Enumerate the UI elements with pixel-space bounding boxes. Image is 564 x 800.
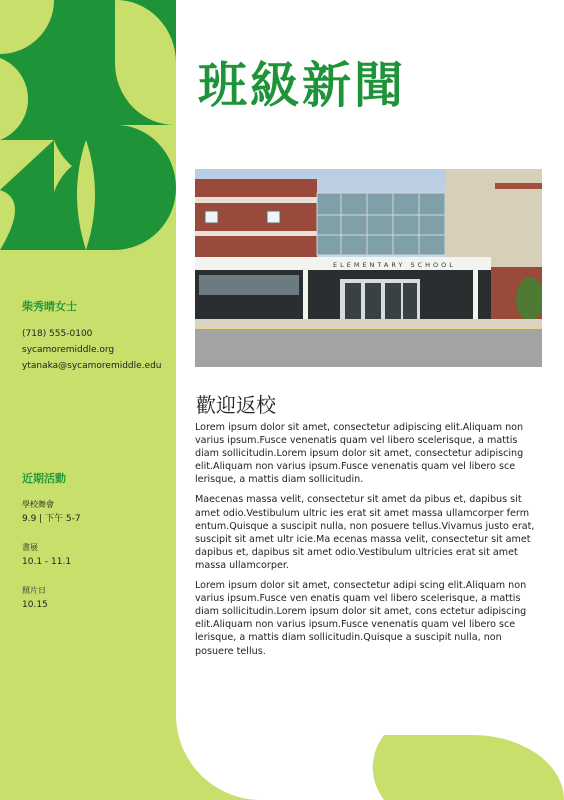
article-heading: 歡迎返校 xyxy=(196,393,276,417)
contact-info xyxy=(22,298,172,374)
event-item xyxy=(22,498,172,527)
sign-text: ELEMENTARY SCHOOL xyxy=(333,261,456,269)
upcoming-events xyxy=(22,470,172,627)
event-name: 照片日 xyxy=(22,586,46,595)
sidebar xyxy=(0,0,176,800)
page-title: 班級新聞 xyxy=(198,57,407,114)
event-date: 9.9 | 下午 5-7 xyxy=(22,514,81,524)
contact-website[interactable]: sycamoremiddle.org xyxy=(22,345,115,355)
bottom-decorative-shapes xyxy=(176,715,564,800)
event-date: 10.1 - 11.1 xyxy=(22,557,72,567)
contact-name: 柴秀晴女士 xyxy=(22,300,77,313)
events-title: 近期活動 xyxy=(22,472,66,485)
article-paragraph: Lorem ipsum dolor sit amet, consectetur adipi scing elit.Aliquam non varius ipsum.Fusce ven enatis quam vel libero scelerisque, a mattis diam sollicitudin.Lorem ipsum dolor sit amet, cons ectetur adipiscing elit.Aliquam non varius ipsum.Fusce venenatis quam vel libero sce lerisque, a mattis diam sollicitudin.Quisque a suscipit nulla, non posuere tellus. xyxy=(195,580,527,657)
event-item xyxy=(22,584,172,613)
contact-phone: (718) 555-0100 xyxy=(22,329,93,339)
event-item xyxy=(22,541,172,570)
article-body xyxy=(195,421,541,665)
event-name: 學校舞會 xyxy=(22,500,54,509)
school-photo xyxy=(195,169,542,367)
contact-email[interactable]: ytanaka@sycamoremiddle.edu xyxy=(22,361,162,371)
article-paragraph: Maecenas massa velit, consectetur sit amet da pibus et, dapibus sit amet odio.Vestibulum ultric ies erat sit amet massa ullamcorper ferm entum.Quisque a suscipit nulla, non posuere tellus.Vivamus justo erat, suscipit sit amet ultr icie.Ma ecenas massa velit, consectetur sit amet dapibus et, dapibus sit amet odio.Vestibulum ultricies erat sit amet massa ullamcorper. xyxy=(195,494,535,571)
article-paragraph: Lorem ipsum dolor sit amet, consectetur adipiscing elit.Aliquam non varius ipsum.Fusce venenatis quam vel libero scelerisque, a mattis diam sollicitudin.Lorem ipsum dolor sit amet, consectetur adipiscing elit.Aliquam non varius ipsum.Fusce venenatis quam vel libero sce lerisque, a mattis diam sollicitudin. xyxy=(195,422,524,486)
event-date: 10.15 xyxy=(22,600,48,610)
decorative-shapes xyxy=(0,0,176,250)
event-name: 書展 xyxy=(22,543,38,552)
